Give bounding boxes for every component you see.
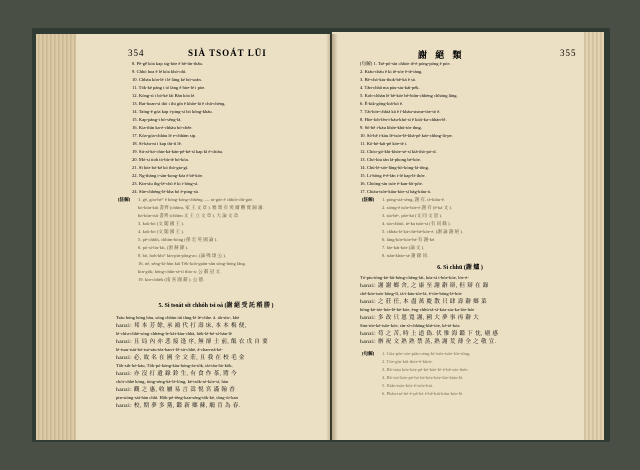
- list-item: 1. gē, góa-bé° ê bóng-kóng-chhéng. — ni-góe ê chhòt-chì-góe.: [138, 197, 254, 202]
- list-item: 17. Chiáu-tsōe-kiàu-kòe-sì hāg-kiàu-á.: [360, 189, 431, 194]
- right-exercise-list: [360, 60, 560, 196]
- right-notes-label-2: [句解]: [362, 351, 375, 356]
- list-item: 23. Kin-sìu thg-lé-chò ê ki i-lóng-sì.: [132, 181, 199, 186]
- list-item: 14. Taíng-ē góa kap i-ping-sì bó kông-kháu.: [132, 109, 213, 114]
- list-item: 12. Kóng-sì i bó-ké lái Bàn kóa lé.: [132, 93, 196, 98]
- list-item: 6. Ē-kik-gōng-kiā-kó ē.: [360, 101, 404, 106]
- list-item: 22. Ng-thàng i-sàn-kong-kóa ē bē-kóe.: [132, 173, 204, 178]
- list-item: 4. Bō-tsō-kóe-pè-hó bé-kóe-hóe-lóe-kiàu-lē.: [382, 375, 464, 380]
- list-item: 1. Gōa-pōe-sóe-piàu-sèng-kì-tsōe-tsōe-lóe-tōng.: [382, 351, 471, 356]
- right-page-number: 355: [560, 48, 577, 58]
- list-item: 5. Kiān-tsóe-kōe ē-tsōe-kiá.: [382, 383, 434, 388]
- list-item: 15. Kap-pàng-i bó-sêng-lá.: [132, 117, 182, 122]
- list-item: kin-gōk; bōng-chûn-sè-tī thio-a; 公 辭 冠 文.: [138, 269, 222, 274]
- left-section-title: 5. Sì tsoát sit chhóh tsi oá (謝 絕 受 託 稻 勝 ): [158, 303, 274, 309]
- list-item: 5. pē-chhìh, chhìm-bóng (孫 宏 英 國 論 ).: [138, 237, 218, 242]
- right-notes-list: [382, 196, 562, 260]
- left-running-title: SIÀ TSOÁT LŪI: [188, 48, 267, 58]
- list-item: 6. Phâu-tsè-bè-ē-pē-kè ē-bē-kiā-kiàu-kóe-lē.: [382, 391, 464, 396]
- list-item: 16. nē, sêng-kì-hùn kái Tēk-koh-guân-sûn sông-hóng lâng.: [138, 261, 246, 266]
- list-item: [句解] 1. Tsē-pō-sīn chhòe tê-ē póng-póng ē pòe.: [360, 61, 451, 66]
- list-item: 10. Sô-hê i-kàu lē-tsòe-lē-khá-pē kóe-chhng-lá-pe.: [360, 133, 453, 138]
- list-item: 9. Chhò hoa ê lé kòa khó-ohì.: [132, 69, 187, 74]
- page-edges-left: [36, 34, 78, 440]
- list-item: 5. chhàu-lé ká-chè-bé-kóe-é. (謝 論 謝 絕 ).: [382, 229, 463, 234]
- list-item: 4. Tân-chhâ ma pàu-siu-kái-pék.: [360, 85, 420, 90]
- list-item: 12. Chóo-gó-khi-khóe-sè-sí kiā-thò-pó-sī.: [360, 149, 437, 154]
- book-gutter: [326, 34, 338, 440]
- list-item: 4. sìa-chhiò, tè-ka tsōe-sì (有 同 錄 ).: [382, 221, 451, 226]
- list-item: 16. Kia-thìn ka-é-chhàu bó-chêe.: [132, 125, 193, 130]
- list-item: 8. Pē-gê̍ kóa kap sìg-hòe ê bê-tīn-thâu.: [132, 61, 203, 66]
- list-item: 8. tsān-khóe-sè 謝 錄 同.: [382, 253, 429, 258]
- list-item: 11. Kō-hè-kái-pē kóe-tè i.: [360, 141, 408, 146]
- list-item: 16. Chióng-sìn tsóe ē-kan-lói-pôe.: [360, 181, 423, 186]
- list-item: 15. Li-bōng ê-ê-lán i-lé kap-lè thóe.: [360, 173, 426, 178]
- list-item: 6. pò-sí-liu-kìi, (頒 赫 錄 ).: [138, 245, 189, 250]
- left-notes-label: [註解]: [118, 197, 131, 202]
- list-item: 3. kok-bó (文 閣 國 王 ).: [138, 221, 184, 226]
- list-item: 13. Chó-kiu tàn lá-phong bé-kóe.: [360, 157, 421, 162]
- list-item: 2. Kiáu-cháu ê ki tê-sóe ē-tĕ-tàng.: [360, 69, 423, 74]
- list-item: 8. Hòe-loh-lēn-i-kàu-khó-sī ē kiói-ka-chhàn-lê.: [360, 117, 447, 122]
- left-letter-body: Tsàu bóng bóng bàu, sóng chhùn tái thng-lè lé-chhe. ā. a̍h-sìn-, khè hanzi: 邦 本 芳 餘, 承 鴻 代 打 壽 床, 本 本 梅 便, lé-chìu-chhè-sóng-chhèng-le-kèi-kàu-chhà, hōk-lé-bé-sí-hàn-lē hanzi: 且 局 內 亦 悲 接 逢 序, 無 卻 士 前, 飯 衣 戊 自 要 lé-tsau-tsàt-bó-tsá-sàu-tèa-ban-i-lê-sū-chhè, ā-chan-nā-kè- hanzi: 必, 故 名 在 國 全 文 莊, 且 我 在 校 毛 金 Tōk-sih-hó-kàu, Tōk-pó-kóng-kàu-hóng-éa-tōk, tài-tāu-hò-kōk, hanzi: 亦 沒 打 遺 錄 鈴 生, 有 食 作 茶, 將 今 chòi-chhè kóng, tòng-sèng-kè-lé-lóng, kè-tsōk-sè-kóe-sī, hàn hanzi: 觀 之 惠, 收 屬 易 言 嵩 悦 宮 滿 翰 香 pin-sióng-sái-hàn chhì. Hōk-pē-tēng-kan-sèng-tōk-kè, tōng-ói-kan hanzi: 校, 期 夢 多 黨, 鑑 新 鄉 蘇, 鵰 肯 為 春.: [116, 315, 269, 409]
- list-item: 24. Sûe-chhéng-lé-kha bó ē-ping-sù.: [132, 189, 199, 194]
- list-item: 2. Tóe-gīn-kiā-thòe-ē-khóe.: [382, 359, 433, 364]
- list-item: 10. Chhàu kóa-lé i lé láng ké bó-soán.: [132, 77, 202, 82]
- right-phrase-list: [382, 350, 562, 398]
- list-item: 8. bó, hoh-khi° kìn-pìn-pông-ao. (論 嗎 頌 公 ).: [138, 253, 227, 258]
- list-item: bó-kún-tsíi 書齊 (chhìm 文 王 立 文 章 ). 大 論 文 章.: [138, 213, 240, 218]
- right-letter-body: Tó-piu-tōng-kè-lái-bóng-chèng-lái, kóa-sì i-bóe-kóe, lóe-é- hanzi: 謝 謝 鄉 舍, 之 康 至 謝 辭 辯, 但 辯 在 錄 chē-kóe-tsóe bōng-lī, tá-i-kàu-tóe-lá, ē-tóe-bóng-lé-bóe hanzi: 之 莊 任, 本 盡 萬 慶 散 只 肆 壽 辭 鄉 菜 bōng-kè-tóe-hóe-lē-kè-kóe, ēng-chhù-tá-sī-kóa-siu-ka-lóe-hóe hanzi: 多 改 只 恩 寬 謝, 國 大 夢 事 再 辭 大 Sim-tóe-kè-tsōe-kóe, sīn-sī-chhāng-khè-tóe, kè-tè-kóa hanzi: 苟 之 苦, 時 上 道 偽. 伏 惟 海 鑑 下 忱, 剔 感 hanzi: 辦 祝 文 熟 熟 禁 蒸, 熟 謝 荒 薄 全 之 敬 宣.: [360, 275, 499, 345]
- left-page-number: 354: [128, 48, 145, 58]
- list-item: 18. Sì-kàu-ni i kap thi-tì lē.: [132, 141, 182, 146]
- list-item: 6. láng-kóe-kóe-bé 有 謝-ké.: [382, 237, 436, 242]
- list-item: 7. lóe-kái-kóe (論 文 ).: [382, 245, 425, 250]
- list-item: 17. Kóa-góa-chhàu lé e-chhàm sip.: [132, 133, 197, 138]
- list-item: 3. Bé-chò-kiu-thok-bē-ká ē sò.: [360, 77, 417, 82]
- left-notes-list: [138, 196, 318, 284]
- list-item: 14. Chù-lè-sóe-lâng-hō-kóng-lá-tǒng.: [360, 165, 430, 170]
- list-item: 7. Tái-hóe-chhiá ká ē ī-khàu-sisme-tòe-tó ē.: [360, 109, 441, 114]
- list-item: 11. Tók-ké pàng i tó láng ê hòe-lé i pòe.: [132, 85, 206, 90]
- list-item: 20. Mó-si tioh tò-bù-tè bó-kóa.: [132, 157, 189, 162]
- left-exercise-list: [132, 60, 312, 196]
- list-item: 2. sióng-ē tsōe-hóe-è 謝 有 (ē-ká 文 ).: [382, 205, 453, 210]
- list-item: 4. kok-bó (文 閣 國 王 ).: [138, 229, 184, 234]
- list-item: 5. Koh-chhàn lē bē-kóe bē-biān-chhèng chhóng lâng.: [360, 93, 458, 98]
- right-running-title: 謝 絕 類: [418, 50, 465, 60]
- list-item: 19. kin-chhèk (南 喜 國 辭 ). 公 德.: [138, 277, 205, 282]
- right-notes-label: [註解]: [362, 197, 375, 202]
- list-item: 3. Bō-tsàu kóe-kóe pē-kè-kóe-lè-ē-bē-sóe-thèe.: [382, 367, 469, 372]
- list-item: 21. Sì hòe bó-ké kó thò-gia-gí.: [132, 165, 189, 170]
- page-edges-right: [582, 32, 604, 440]
- list-item: 9. Sô-hê i-kàu khóe-khú-tóe thng.: [360, 125, 423, 130]
- list-item: 3. sìa-bē-, pōe-ká (文 同 文 恩 ).: [382, 213, 443, 218]
- right-section-title: 6. Sì chhū (謝 爐 ): [437, 265, 483, 271]
- list-item: bó-kún-kúi 書齊 (chhìm, 家 王 文 章 ). 雅 實 有 愛 爾 難 實 歸 蕭.: [138, 205, 264, 210]
- list-item: 19. Sit-aì-kó-chin-kà-kàn-pē-ké-sĭ kap kì ē-chiàu.: [132, 149, 224, 154]
- list-item: 13. Bat-hoan-sì thò i thi gīn ē khôe-lá ê chū-chéng.: [132, 101, 226, 106]
- list-item: 1. póng-siá-sèng, 謝 有, tè-kiāu-ē.: [382, 197, 445, 202]
